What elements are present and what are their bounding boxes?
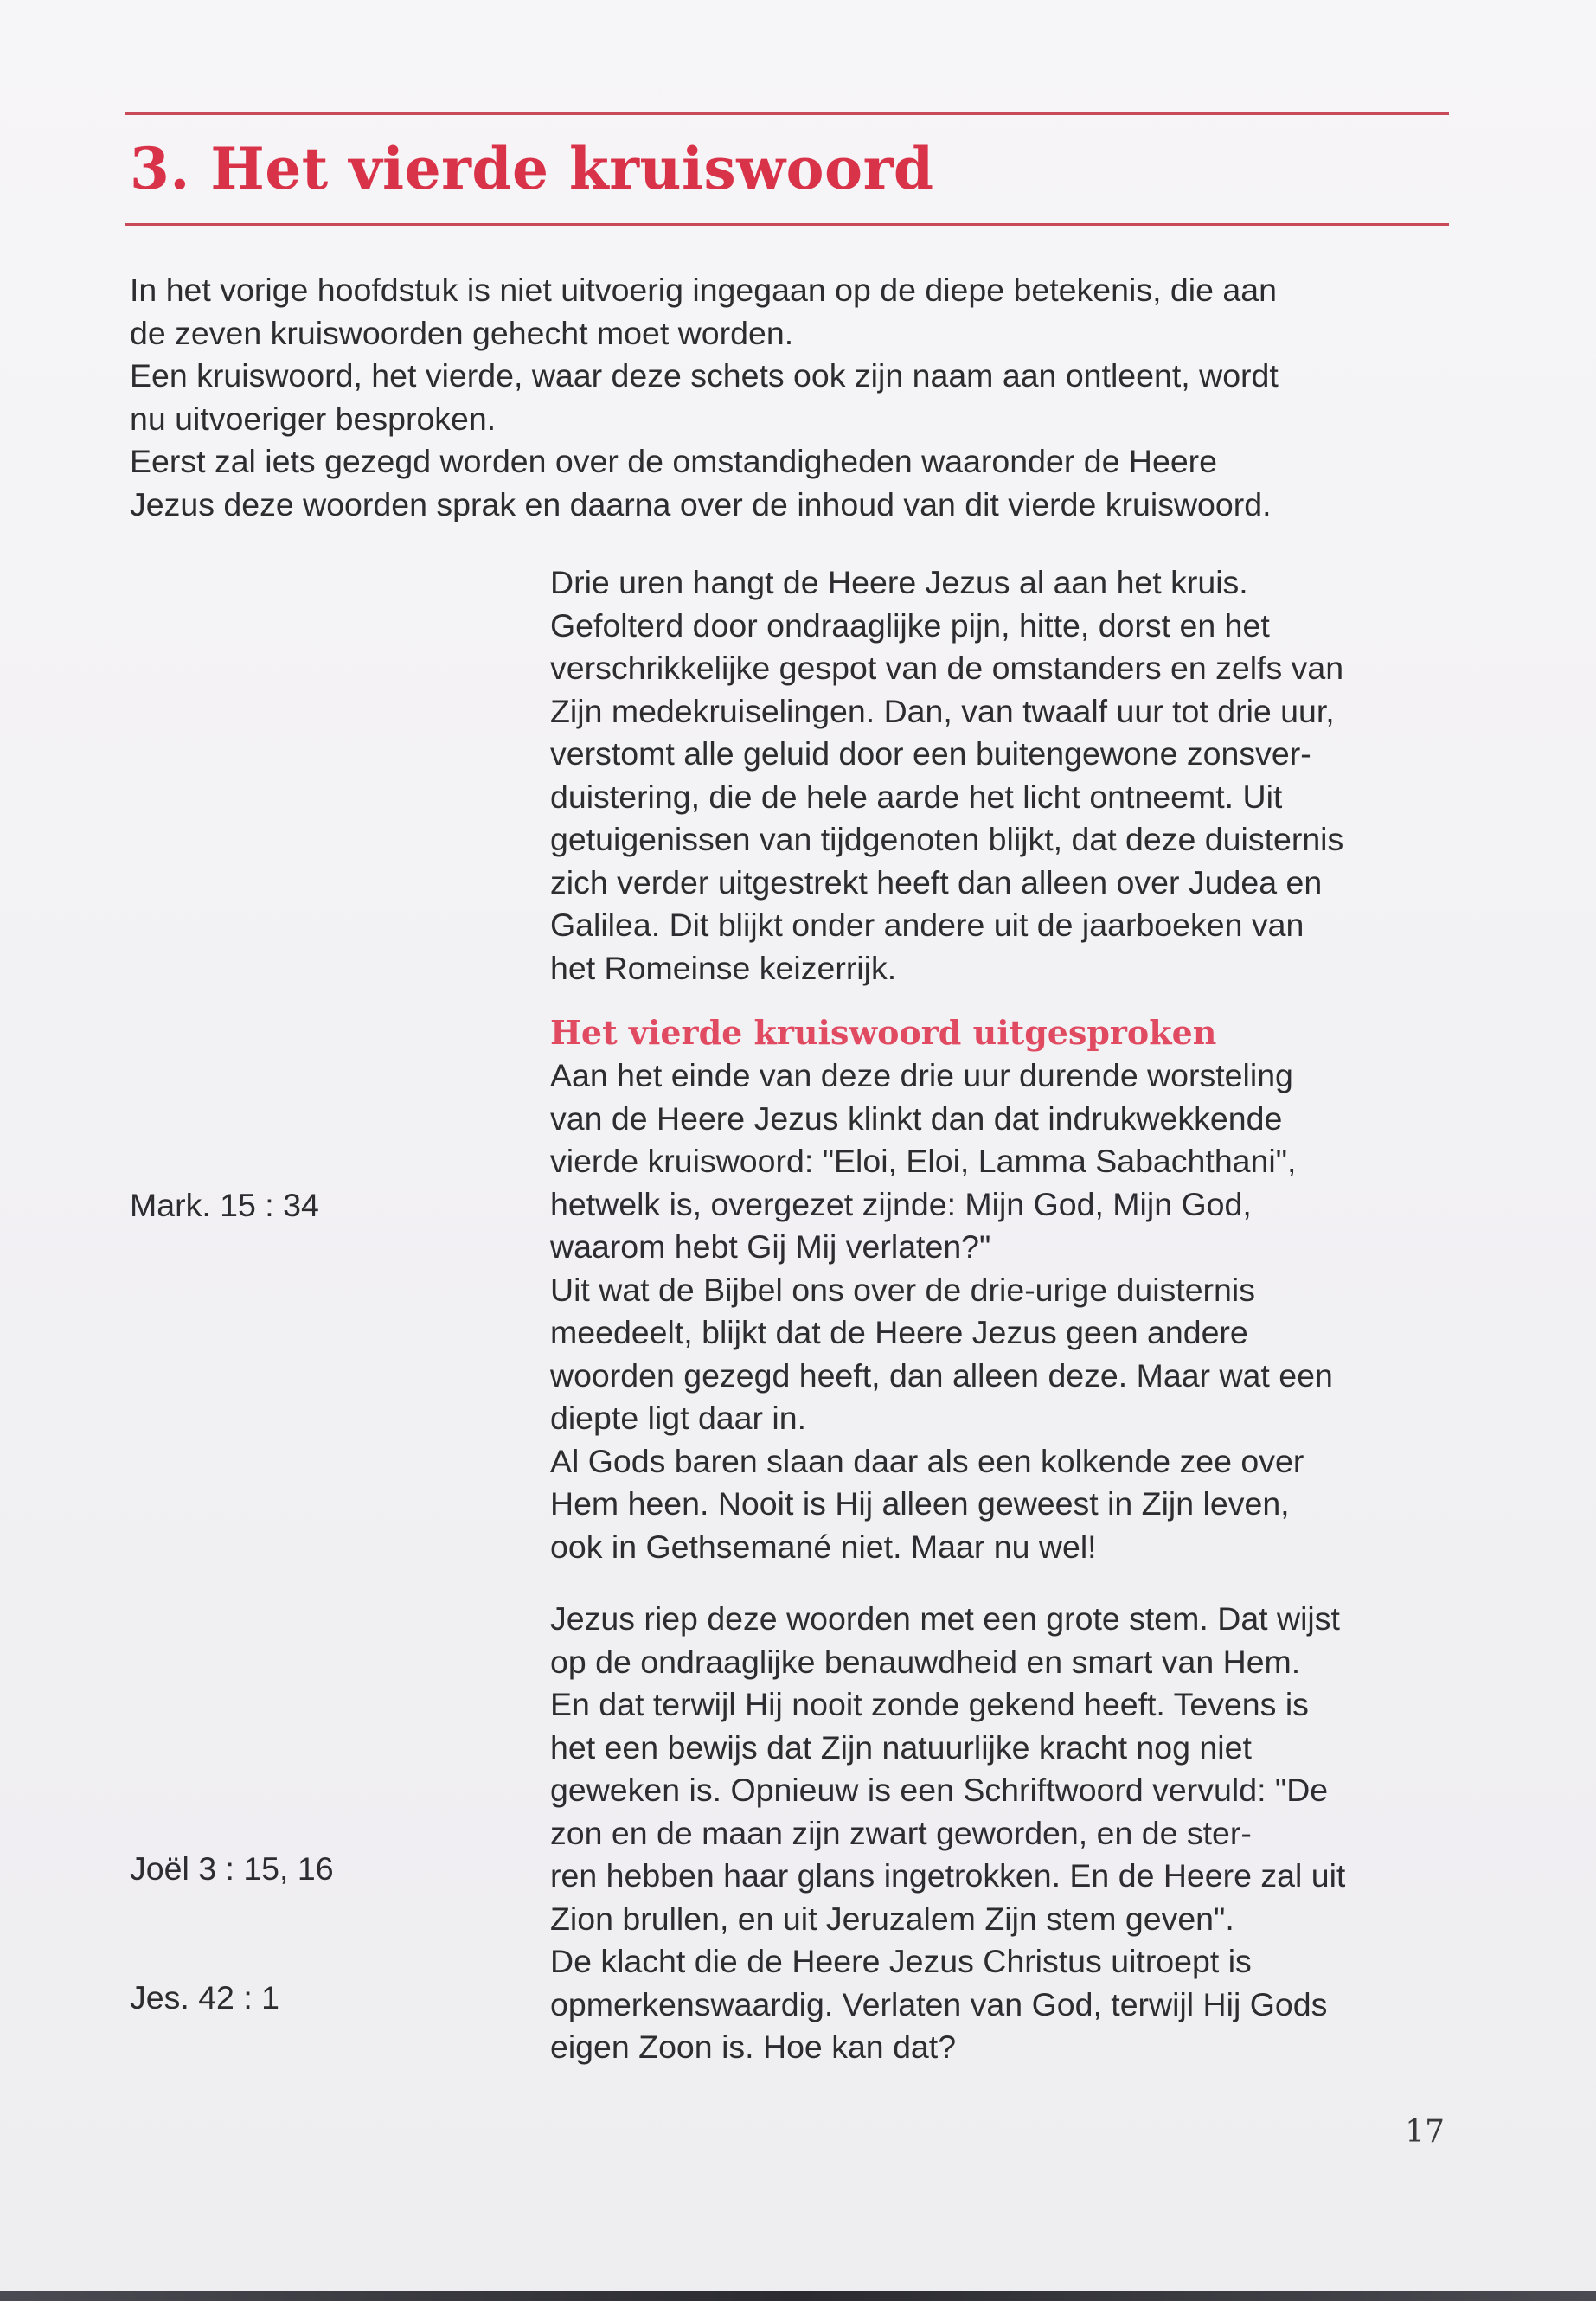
title-rule-bottom [125,223,1449,226]
body-line: vierde kruiswoord: "Eloi, Eloi, Lamma Sabachthani", [550,1143,1297,1179]
title-rule-top [125,112,1449,115]
page-number: 17 [1405,2114,1445,2150]
body-line: duistering, die de hele aarde het licht ontneemt. Uit [550,778,1283,815]
body-section-spoken [550,1010,1467,1568]
body-section-loud-voice [550,1598,1467,2069]
chapter-title: 3. Het vierde kruiswoord [130,135,934,202]
body-line: Drie uren hangt de Heere Jezus al aan het kruis. [550,564,1248,600]
body-section-darkness [550,561,1467,990]
body-line: geweken is. Opnieuw is een Schriftwoord vervuld: "De [550,1772,1329,1808]
intro-paragraph [130,269,1453,526]
intro-line: nu uitvoeriger besproken. [130,400,497,437]
body-line: verstomt alle geluid door een buitengewone zonsver- [550,735,1311,772]
body-line: Galilea. Dit blijkt onder andere uit de jaarboeken van [550,907,1304,943]
body-line: het Romeinse keizerrijk. [550,949,897,986]
body-line: zich verder uitgestrekt heeft dan alleen over Judea en [550,863,1323,901]
body-line: diepte ligt daar in. [550,1400,807,1436]
body-line: verschrikkelijke gespot van de omstanders en zelfs van [550,650,1344,686]
body-line: getuigenissen van tijdgenoten blijkt, dat deze duisternis [550,821,1344,857]
body-line: En dat terwijl Hij nooit zonde gekend heeft. Tevens is [550,1686,1309,1722]
body-line: ren hebben haar glans ingetrokken. En de Heere zal uit [550,1857,1346,1894]
intro-line: In het vorige hoofdstuk is niet uitvoerig ingegaan op de diepe betekenis, die aan [130,272,1277,308]
scripture-reference-mark: Mark. 15 : 34 [130,1187,319,1223]
body-line: Jezus riep deze woorden met een grote stem. Dat wijst [550,1600,1340,1637]
section-subheading: Het vierde kruiswoord uitgesproken [550,1013,1217,1052]
body-line: op de ondraaglijke benauwdheid en smart van Hem. [550,1643,1301,1680]
scripture-reference-jes: Jes. 42 : 1 [130,1979,280,2016]
intro-line: Eerst zal iets gezegd worden over de omstandigheden waaronder de Heere [130,443,1218,479]
body-line: Gefolterd door ondraaglijke pijn, hitte, dorst en het [550,606,1270,644]
scripture-reference-joel: Joël 3 : 15, 16 [130,1850,334,1887]
body-line: Aan het einde van deze drie uur durende worsteling [550,1057,1293,1093]
body-line: woorden gezegd heeft, dan alleen deze. Maar wat een [550,1356,1333,1394]
body-line: Hem heen. Nooit is Hij alleen geweest in Zijn leven, [550,1485,1290,1522]
body-line: het een bewijs dat Zijn natuurlijke kracht nog niet [550,1728,1252,1766]
body-line: meedeelt, blijkt dat de Heere Jezus geen andere [550,1314,1248,1350]
body-line: Zijn medekruiselingen. Dan, van twaalf uur tot drie uur, [550,692,1335,729]
body-line: Zion brullen, en uit Jeruzalem Zijn stem geven". [550,1900,1234,1937]
body-line: De klacht die de Heere Jezus Christus uitroept is [550,1943,1252,1979]
intro-line: Een kruiswoord, het vierde, waar deze schets ook zijn naam aan ontleent, wordt [130,357,1279,394]
body-line: Uit wat de Bijbel ons over de drie-urige duisternis [550,1271,1255,1308]
body-line: waarom hebt Gij Mij verlaten?" [550,1228,991,1265]
body-line: van de Heere Jezus klinkt dan dat indrukwekkende [550,1099,1283,1137]
body-line: Al Gods baren slaan daar als een kolkende zee over [550,1442,1304,1479]
body-line: ook in Gethsemané niet. Maar nu wel! [550,1528,1097,1565]
body-line: zon en de maan zijn zwart geworden, en de ster- [550,1814,1252,1851]
intro-line: de zeven kruiswoorden gehecht moet worden. [130,314,794,351]
body-line: opmerkenswaardig. Verlaten van God, terwijl Hij Gods [550,1985,1328,2022]
body-line: eigen Zoon is. Hoe kan dat? [550,2029,957,2065]
intro-line: Jezus deze woorden sprak en daarna over de inhoud van dit vierde kruiswoord. [130,485,1272,522]
page-bottom-edge [0,2291,1596,2301]
body-line: hetwelk is, overgezet zijnde: Mijn God, Mijn God, [550,1185,1252,1222]
